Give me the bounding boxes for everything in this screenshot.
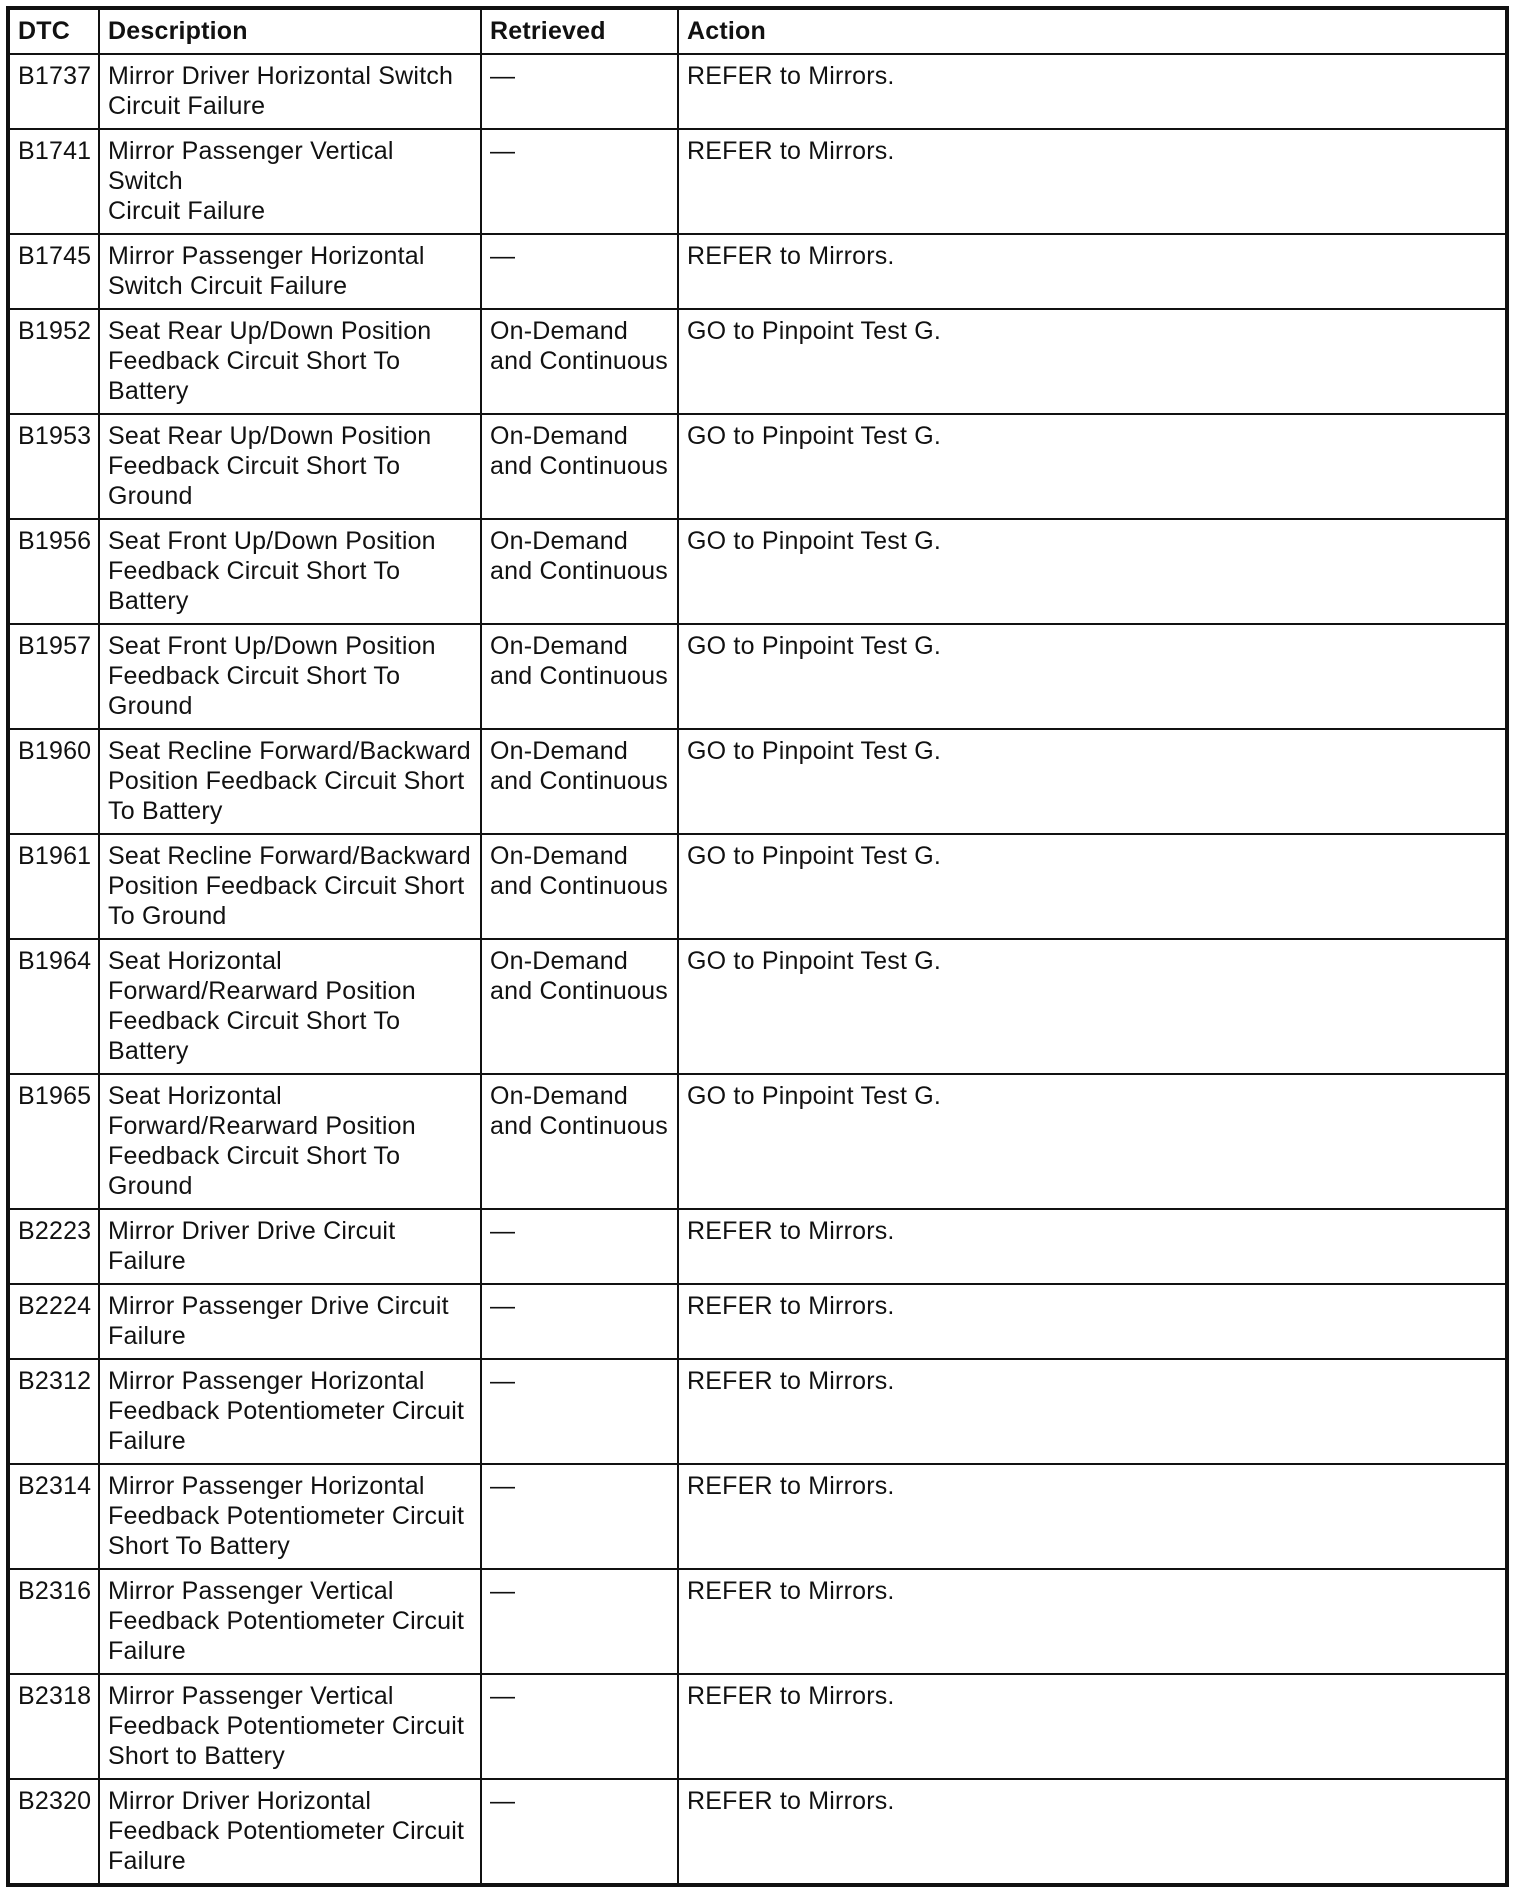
header-retrieved: Retrieved: [481, 8, 678, 54]
cell-description: Mirror Passenger Horizontal Feedback Potentiometer Circuit Failure: [99, 1359, 481, 1464]
table-row: [8, 519, 1507, 624]
table-row: [8, 1074, 1507, 1209]
cell-action: REFER to Mirrors.: [678, 1464, 1507, 1569]
table-row: [8, 729, 1507, 834]
cell-retrieved: —: [481, 1464, 678, 1569]
cell-retrieved: —: [481, 1569, 678, 1674]
cell-dtc: B1745: [8, 234, 99, 309]
header-dtc: DTC: [8, 8, 99, 54]
cell-dtc: B2316: [8, 1569, 99, 1674]
cell-dtc: B1965: [8, 1074, 99, 1209]
cell-action: REFER to Mirrors.: [678, 1779, 1507, 1885]
cell-dtc: B2224: [8, 1284, 99, 1359]
cell-action: GO to Pinpoint Test G.: [678, 834, 1507, 939]
table-row: [8, 129, 1507, 234]
cell-action: REFER to Mirrors.: [678, 1674, 1507, 1779]
table-row: [8, 1569, 1507, 1674]
cell-description: Seat Rear Up/Down Position Feedback Circuit Short To Battery: [99, 309, 481, 414]
cell-description: Seat Front Up/Down Position Feedback Circuit Short To Battery: [99, 519, 481, 624]
cell-retrieved: On-Demand and Continuous: [481, 414, 678, 519]
table-row: [8, 939, 1507, 1074]
cell-action: REFER to Mirrors.: [678, 129, 1507, 234]
cell-retrieved: On-Demand and Continuous: [481, 1074, 678, 1209]
cell-action: REFER to Mirrors.: [678, 1359, 1507, 1464]
table-row: [8, 624, 1507, 729]
cell-action: REFER to Mirrors.: [678, 54, 1507, 129]
table-row: [8, 54, 1507, 129]
cell-dtc: B2223: [8, 1209, 99, 1284]
header-action: Action: [678, 8, 1507, 54]
cell-dtc: B2312: [8, 1359, 99, 1464]
cell-retrieved: On-Demand and Continuous: [481, 309, 678, 414]
cell-action: REFER to Mirrors.: [678, 1284, 1507, 1359]
table-body: [8, 54, 1507, 1885]
cell-dtc: B1741: [8, 129, 99, 234]
table-row: [8, 1284, 1507, 1359]
table-header-row: [8, 8, 1507, 54]
cell-retrieved: On-Demand and Continuous: [481, 834, 678, 939]
cell-dtc: B1952: [8, 309, 99, 414]
cell-action: GO to Pinpoint Test G.: [678, 414, 1507, 519]
cell-description: Mirror Passenger Vertical Feedback Potentiometer Circuit Failure: [99, 1569, 481, 1674]
header-description: Description: [99, 8, 481, 54]
cell-action: REFER to Mirrors.: [678, 1569, 1507, 1674]
cell-description: Mirror Passenger Vertical Switch Circuit Failure: [99, 129, 481, 234]
cell-description: Seat Recline Forward/Backward Position Feedback Circuit Short To Ground: [99, 834, 481, 939]
cell-dtc: B1953: [8, 414, 99, 519]
cell-description: Mirror Passenger Drive Circuit Failure: [99, 1284, 481, 1359]
cell-description: Mirror Passenger Horizontal Switch Circuit Failure: [99, 234, 481, 309]
cell-action: REFER to Mirrors.: [678, 234, 1507, 309]
cell-description: Mirror Passenger Vertical Feedback Potentiometer Circuit Short to Battery: [99, 1674, 481, 1779]
cell-dtc: B1737: [8, 54, 99, 129]
cell-description: Seat Recline Forward/Backward Position Feedback Circuit Short To Battery: [99, 729, 481, 834]
table-row: [8, 1779, 1507, 1885]
cell-retrieved: On-Demand and Continuous: [481, 519, 678, 624]
table-row: [8, 414, 1507, 519]
cell-retrieved: —: [481, 1209, 678, 1284]
cell-dtc: B1964: [8, 939, 99, 1074]
cell-retrieved: On-Demand and Continuous: [481, 624, 678, 729]
cell-retrieved: —: [481, 1284, 678, 1359]
table-row: [8, 834, 1507, 939]
cell-action: GO to Pinpoint Test G.: [678, 519, 1507, 624]
cell-dtc: B2314: [8, 1464, 99, 1569]
table-row: [8, 1674, 1507, 1779]
cell-retrieved: On-Demand and Continuous: [481, 939, 678, 1074]
cell-description: Seat Rear Up/Down Position Feedback Circuit Short To Ground: [99, 414, 481, 519]
dtc-table: [6, 6, 1509, 1887]
cell-retrieved: —: [481, 1779, 678, 1885]
cell-description: Mirror Driver Horizontal Feedback Potentiometer Circuit Failure: [99, 1779, 481, 1885]
cell-retrieved: —: [481, 54, 678, 129]
table-row: [8, 1359, 1507, 1464]
cell-action: GO to Pinpoint Test G.: [678, 624, 1507, 729]
table-row: [8, 1209, 1507, 1284]
cell-description: Seat Front Up/Down Position Feedback Circuit Short To Ground: [99, 624, 481, 729]
cell-dtc: B1957: [8, 624, 99, 729]
cell-dtc: B2318: [8, 1674, 99, 1779]
cell-dtc: B1956: [8, 519, 99, 624]
cell-retrieved: —: [481, 1674, 678, 1779]
cell-retrieved: —: [481, 234, 678, 309]
table-row: [8, 234, 1507, 309]
table-row: [8, 309, 1507, 414]
cell-action: GO to Pinpoint Test G.: [678, 939, 1507, 1074]
cell-action: REFER to Mirrors.: [678, 1209, 1507, 1284]
cell-description: Mirror Driver Drive Circuit Failure: [99, 1209, 481, 1284]
cell-description: Seat Horizontal Forward/Rearward Position Feedback Circuit Short To Battery: [99, 939, 481, 1074]
cell-retrieved: On-Demand and Continuous: [481, 729, 678, 834]
cell-action: GO to Pinpoint Test G.: [678, 309, 1507, 414]
cell-retrieved: —: [481, 1359, 678, 1464]
cell-dtc: B1961: [8, 834, 99, 939]
table-row: [8, 1464, 1507, 1569]
cell-description: Seat Horizontal Forward/Rearward Position Feedback Circuit Short To Ground: [99, 1074, 481, 1209]
cell-dtc: B1960: [8, 729, 99, 834]
cell-description: Mirror Passenger Horizontal Feedback Potentiometer Circuit Short To Battery: [99, 1464, 481, 1569]
cell-action: GO to Pinpoint Test G.: [678, 1074, 1507, 1209]
cell-action: GO to Pinpoint Test G.: [678, 729, 1507, 834]
cell-description: Mirror Driver Horizontal Switch Circuit Failure: [99, 54, 481, 129]
cell-dtc: B2320: [8, 1779, 99, 1885]
cell-retrieved: —: [481, 129, 678, 234]
